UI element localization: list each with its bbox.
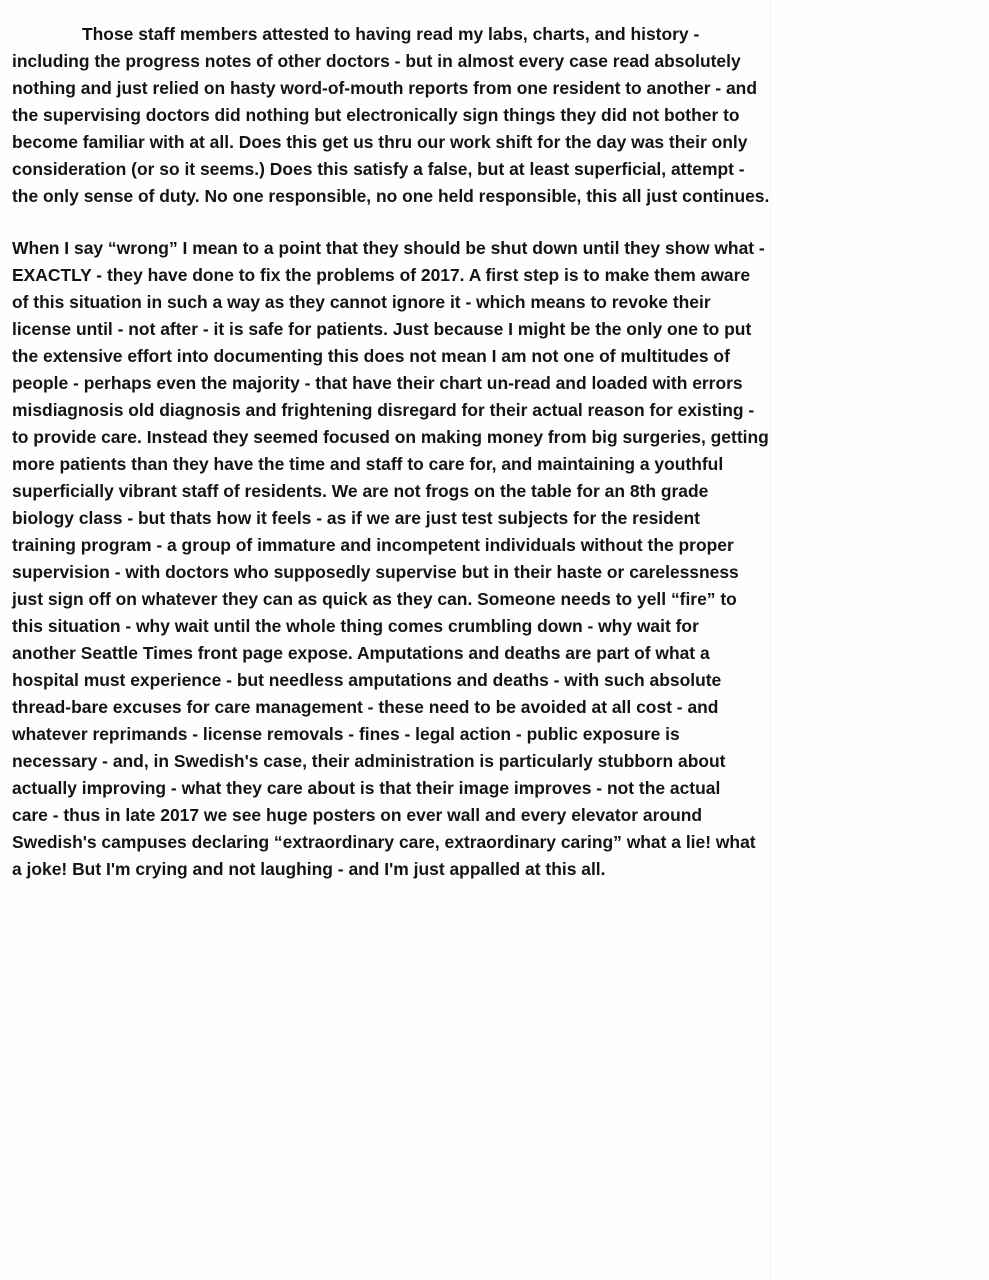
paragraph-2-line-7: misdiagnosis old diagnosis and frightening disregard for their actual reason for existing -	[12, 400, 755, 420]
paragraph-2-line-22: care - thus in late 2017 we see huge posters on ever wall and every elevator around	[12, 805, 703, 825]
paragraph-2-line-11: biology class - but thats how it feels - as if we are just test subjects for the resident	[12, 508, 700, 528]
paragraph-2-line-4: license until - not after - it is safe for patients. Just because I might be the only one to put	[12, 319, 752, 339]
paragraph-2-line-15: this situation - why wait until the whole thing comes crumbling down - why wait for	[12, 616, 699, 636]
paragraph-1-line-4: the supervising doctors did nothing but electronically sign things they did not bother to	[12, 105, 740, 125]
paragraph-2-line-3: of this situation in such a way as they cannot ignore it - which means to revoke their	[12, 292, 711, 312]
paragraph-1-line-7: the only sense of duty. No one responsible, no one held responsible, this all just continues.	[12, 186, 770, 206]
paragraph-2-line-1: When I say “wrong” I mean to a point that they should be shut down until they show what -	[12, 238, 765, 258]
paragraph-1-line-1: Those staff members attested to having read my labs, charts, and history -	[82, 24, 700, 44]
paragraph-2-line-10: superficially vibrant staff of residents. We are not frogs on the table for an 8th grade	[12, 481, 709, 501]
paragraph-1-line-2: including the progress notes of other doctors - but in almost every case read absolutely	[12, 51, 741, 71]
paragraph-2-line-16: another Seattle Times front page expose. Amputations and deaths are part of what a	[12, 643, 710, 663]
paragraph-2-line-14: just sign off on whatever they can as quick as they can. Someone needs to yell “fire” to	[12, 589, 737, 609]
paragraph-2-line-24: a joke! But I'm crying and not laughing - and I'm just appalled at this all.	[12, 859, 606, 879]
paragraph-1	[12, 21, 987, 210]
paragraph-2-line-13: supervision - with doctors who supposedly supervise but in their haste or carelessness	[12, 562, 739, 582]
paragraph-1-line-3: nothing and just relied on hasty word-of-mouth reports from one resident to another - and	[12, 78, 757, 98]
paragraph-2-line-23: Swedish's campuses declaring “extraordinary care, extraordinary caring” what a lie! what	[12, 832, 756, 852]
paragraph-2-line-17: hospital must experience - but needless amputations and deaths - with such absolute	[12, 670, 722, 690]
paragraph-1-line-6: consideration (or so it seems.) Does this satisfy a false, but at least superficial, attempt -	[12, 159, 745, 179]
paragraph-2-line-2: EXACTLY - they have done to fix the problems of 2017. A first step is to make them aware	[12, 265, 751, 285]
paragraph-2-line-5: the extensive effort into documenting this does not mean I am not one of multitudes of	[12, 346, 730, 366]
paragraph-2-line-8: to provide care. Instead they seemed focused on making money from big surgeries, getting	[12, 427, 769, 447]
paragraph-2-line-9: more patients than they have the time and staff to care for, and maintaining a youthful	[12, 454, 724, 474]
paragraph-2-line-6: people - perhaps even the majority - that have their chart un-read and loaded with errors	[12, 373, 743, 393]
paragraph-2	[12, 235, 987, 883]
paragraph-2-line-19: whatever reprimands - license removals - fines - legal action - public exposure is	[12, 724, 680, 744]
paragraph-2-line-21: actually improving - what they care about is that their image improves - not the actual	[12, 778, 721, 798]
paragraph-1-line-5: become familiar with at all. Does this get us thru our work shift for the day was their only	[12, 132, 748, 152]
paragraph-2-line-18: thread-bare excuses for care management - these need to be avoided at all cost - and	[12, 697, 719, 717]
paragraph-2-line-12: training program - a group of immature and incompetent individuals without the proper	[12, 535, 734, 555]
paragraph-2-line-20: necessary - and, in Swedish's case, their administration is particularly stubborn about	[12, 751, 726, 771]
